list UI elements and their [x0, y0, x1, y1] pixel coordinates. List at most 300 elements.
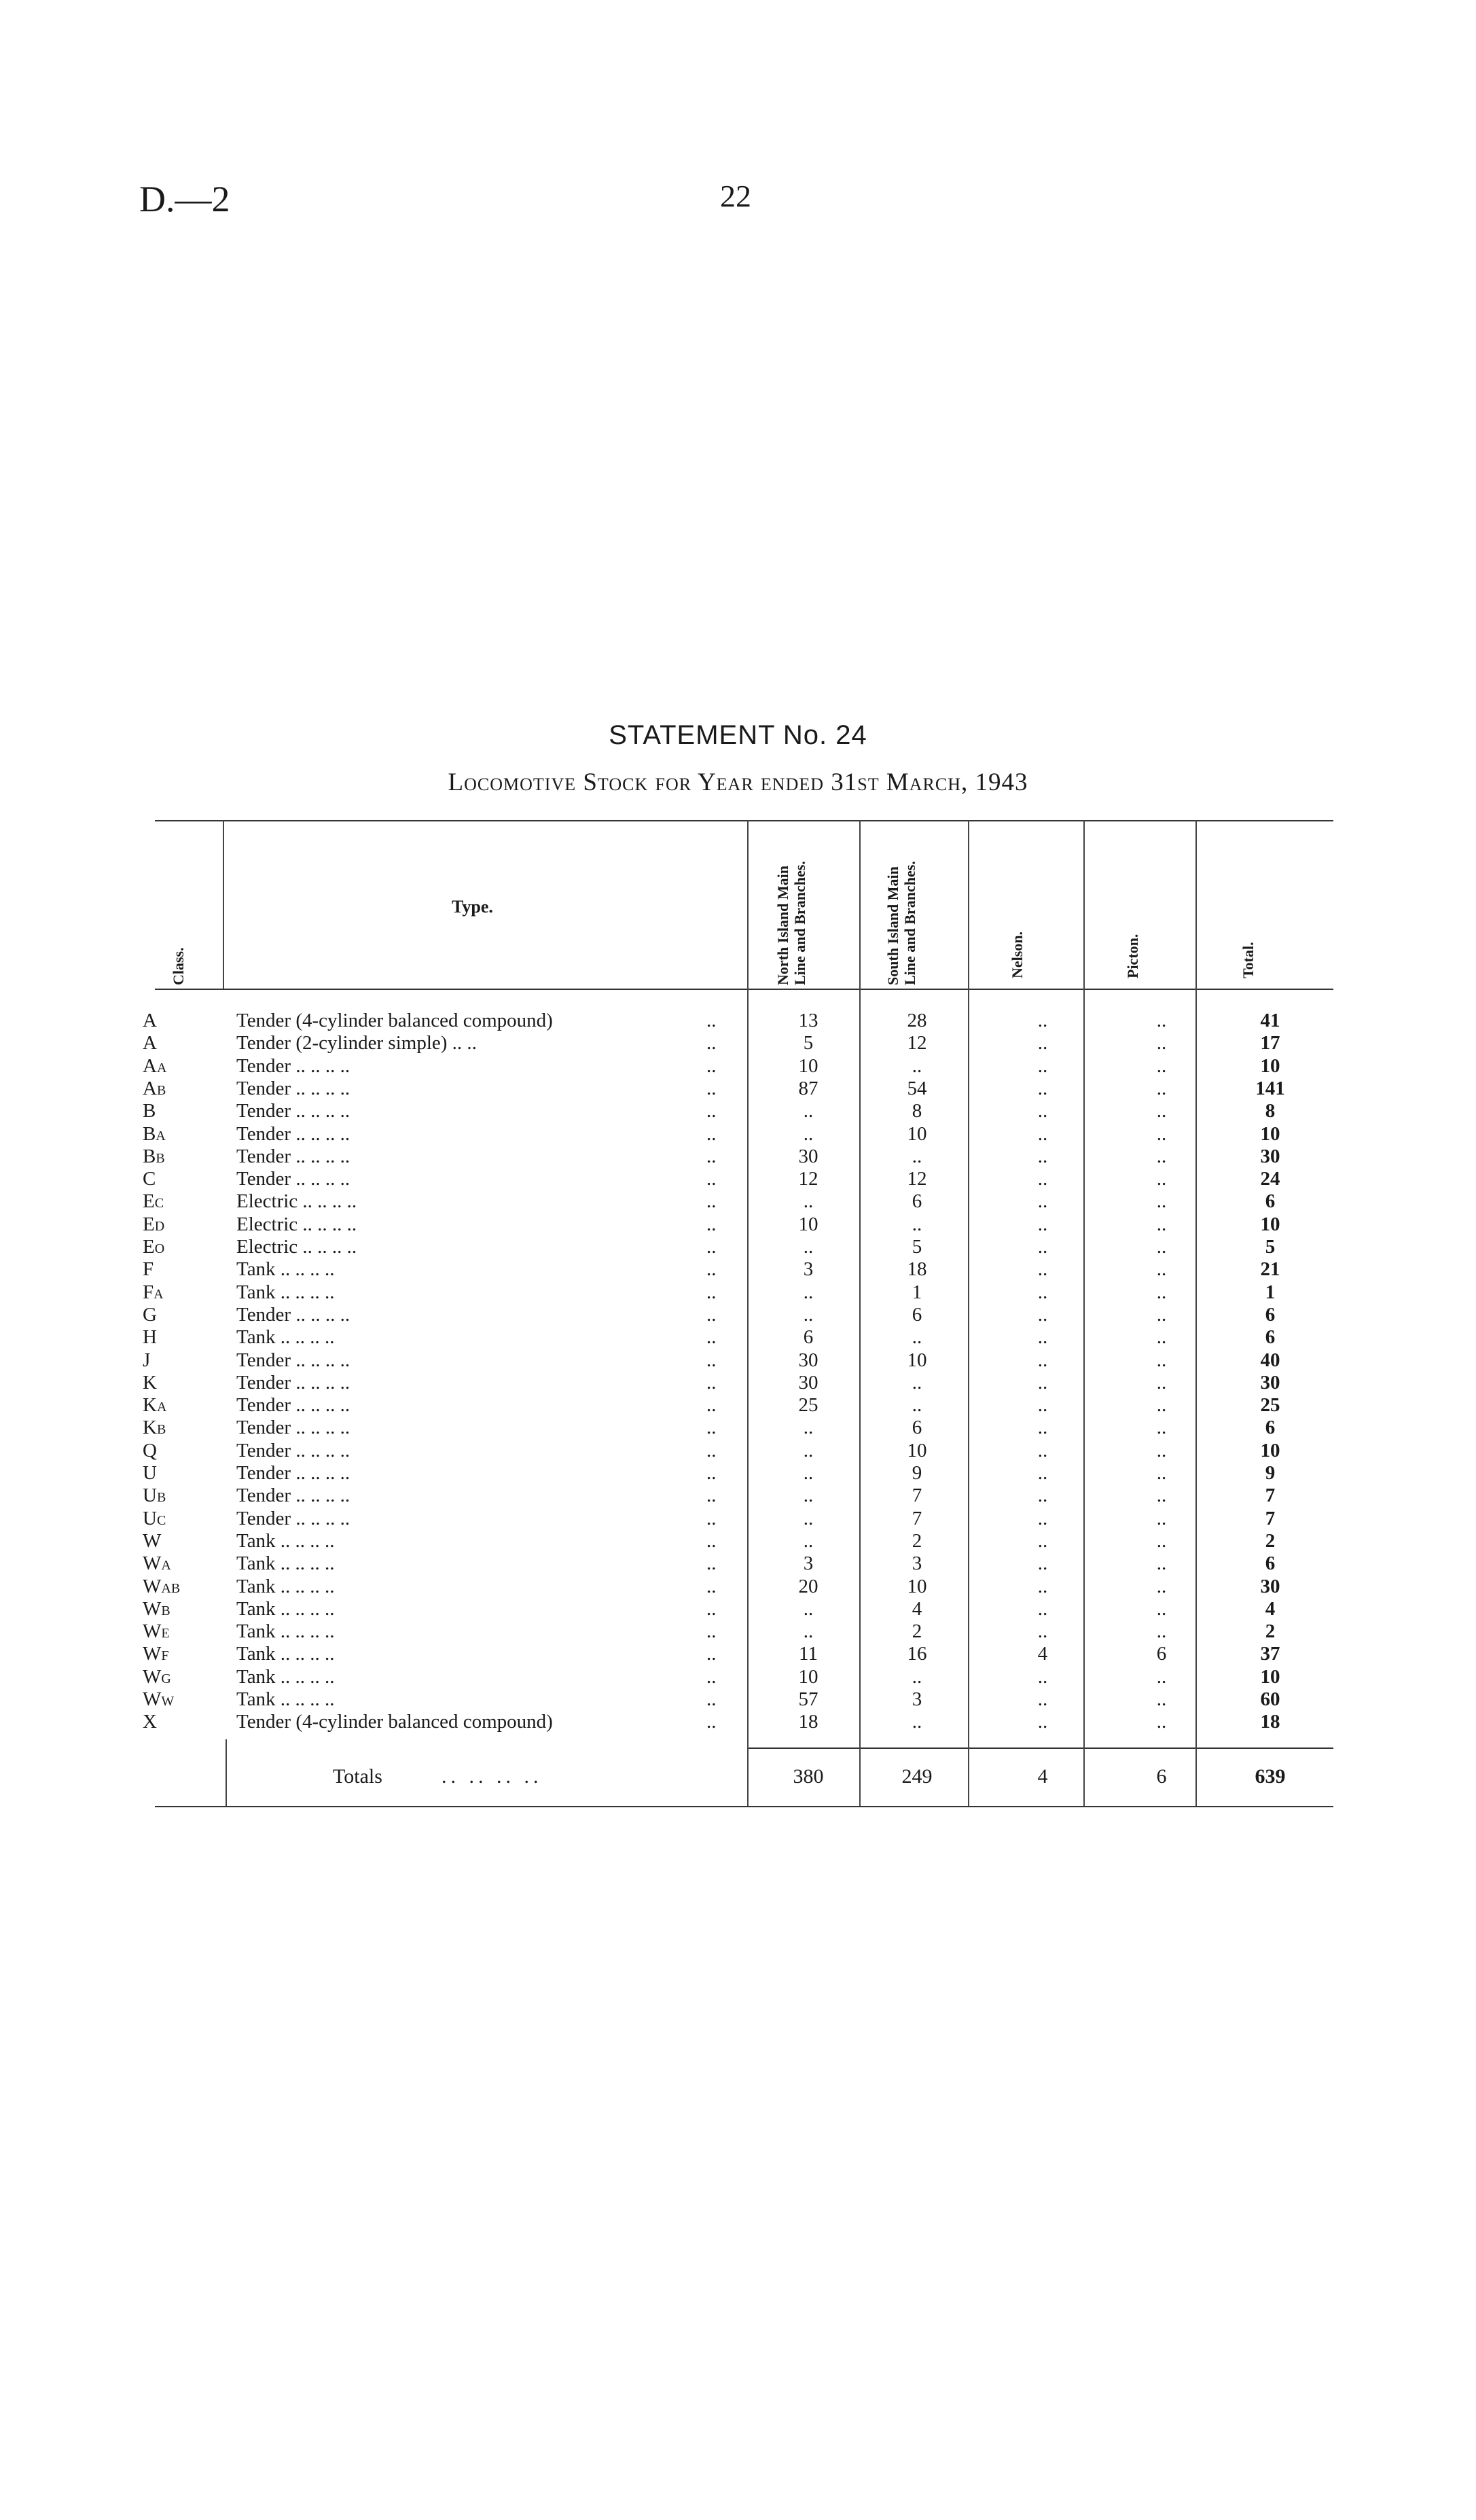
table-row: [0, 1077, 1476, 1100]
class-cell: J: [143, 1349, 151, 1371]
table-row: [0, 1575, 1476, 1598]
total-cell: 6: [1265, 1417, 1276, 1439]
leader-dots: ..: [706, 1190, 717, 1213]
south-island-cell: 2: [912, 1620, 922, 1643]
south-island-cell: 6: [912, 1190, 922, 1213]
table-row: [0, 1009, 1476, 1032]
north-island-cell: ..: [803, 1190, 814, 1213]
nelson-cell: ..: [1037, 1665, 1048, 1688]
type-cell: Tank .. .. .. ..: [236, 1665, 335, 1688]
type-cell: Tender .. .. .. ..: [236, 1303, 350, 1326]
north-island-cell: ..: [803, 1597, 814, 1620]
nelson-cell: ..: [1037, 1190, 1048, 1213]
class-cell: Eo: [143, 1236, 165, 1258]
table-row: [0, 1190, 1476, 1213]
class-cell: A: [143, 1032, 157, 1054]
nelson-cell: ..: [1037, 1010, 1048, 1031]
total-north-island: 380: [793, 1765, 824, 1788]
north-island-cell: ..: [803, 1281, 814, 1303]
north-island-cell: 87: [798, 1077, 818, 1099]
type-cell: Tank .. .. .. ..: [236, 1620, 335, 1643]
picton-cell: ..: [1156, 1122, 1167, 1145]
class-cell: Aa: [143, 1054, 167, 1077]
col-header-nelson: Nelson.: [1009, 931, 1026, 978]
picton-cell: ..: [1156, 1575, 1167, 1597]
leader-dots: ..: [706, 1688, 717, 1710]
nelson-cell: ..: [1037, 1236, 1048, 1258]
table-row: [0, 1552, 1476, 1575]
nelson-cell: ..: [1037, 1507, 1048, 1529]
nelson-cell: ..: [1037, 1620, 1048, 1643]
type-cell: Electric .. .. .. ..: [236, 1213, 357, 1235]
south-island-cell: 6: [912, 1303, 922, 1326]
picton-cell: ..: [1156, 1688, 1167, 1710]
type-cell: Electric .. .. .. ..: [236, 1190, 357, 1213]
leader-dots: ..: [706, 1507, 717, 1529]
picton-cell: ..: [1156, 1529, 1167, 1552]
nelson-cell: ..: [1037, 1597, 1048, 1620]
picton-cell: 6: [1156, 1643, 1167, 1665]
picton-cell: ..: [1156, 1620, 1167, 1643]
leader-dots: ..: [706, 1326, 717, 1349]
total-cell: 30: [1260, 1145, 1280, 1167]
picton-cell: ..: [1156, 1417, 1167, 1439]
total-cell: 9: [1265, 1462, 1276, 1484]
col-header-north-island: [774, 861, 809, 985]
class-cell: Ub: [143, 1485, 166, 1507]
class-cell: Kb: [143, 1417, 166, 1439]
table-row: [0, 1710, 1476, 1733]
nelson-cell: ..: [1037, 1462, 1048, 1484]
picton-cell: ..: [1156, 1462, 1167, 1484]
picton-cell: ..: [1156, 1371, 1167, 1394]
type-cell: Tank .. .. .. ..: [236, 1643, 335, 1665]
north-island-cell: ..: [803, 1236, 814, 1258]
leader-dots: ..: [706, 1213, 717, 1235]
leader-dots: ..: [706, 1665, 717, 1688]
total-cell: 17: [1260, 1032, 1280, 1054]
nelson-cell: ..: [1037, 1303, 1048, 1326]
table-row: [0, 1394, 1476, 1417]
col-header-total: Total.: [1240, 942, 1257, 978]
south-island-cell: ..: [912, 1213, 922, 1235]
class-cell: Ka: [143, 1394, 167, 1417]
south-island-cell: 10: [907, 1349, 927, 1371]
totals-top-rule: [747, 1747, 1333, 1749]
total-cell: 10: [1260, 1213, 1280, 1235]
total-cell: 6: [1265, 1552, 1276, 1575]
leader-dots: ..: [706, 1168, 717, 1190]
table-row: [0, 1122, 1476, 1146]
picton-cell: ..: [1156, 1281, 1167, 1303]
total-cell: 6: [1265, 1303, 1276, 1326]
north-island-cell: 57: [798, 1688, 818, 1710]
col-header-north-line1: North Island Main: [774, 865, 791, 985]
north-island-cell: 13: [798, 1010, 818, 1031]
class-cell: Fa: [143, 1281, 164, 1303]
south-island-cell: 12: [907, 1032, 927, 1054]
north-island-cell: 11: [799, 1643, 818, 1665]
picton-cell: ..: [1156, 1303, 1167, 1326]
leader-dots: ..: [706, 1100, 717, 1122]
type-cell: Tender .. .. .. ..: [236, 1054, 350, 1077]
north-island-cell: 6: [803, 1326, 814, 1349]
type-cell: Tank .. .. .. ..: [236, 1575, 335, 1597]
south-island-cell: 9: [912, 1462, 922, 1484]
leader-dots: ..: [706, 1349, 717, 1371]
picton-cell: ..: [1156, 1349, 1167, 1371]
type-cell: Tender .. .. .. ..: [236, 1349, 350, 1371]
nelson-cell: 4: [1037, 1643, 1048, 1665]
total-cell: 7: [1265, 1507, 1276, 1529]
south-island-cell: 54: [907, 1077, 927, 1099]
south-island-cell: 16: [907, 1643, 927, 1665]
nelson-cell: ..: [1037, 1439, 1048, 1461]
type-cell: Tender (4-cylinder balanced compound): [236, 1711, 553, 1733]
table-row: [0, 1665, 1476, 1688]
class-cell: F: [143, 1258, 154, 1281]
class-cell: Wf: [143, 1643, 169, 1665]
nelson-cell: ..: [1037, 1529, 1048, 1552]
table-row: [0, 1507, 1476, 1530]
south-island-cell: ..: [912, 1054, 922, 1077]
type-cell: Tank .. .. .. ..: [236, 1529, 335, 1552]
table-row: [0, 1054, 1476, 1078]
total-cell: 7: [1265, 1485, 1276, 1507]
picton-cell: ..: [1156, 1077, 1167, 1099]
total-cell: 18: [1260, 1711, 1280, 1733]
total-cell: 1: [1265, 1281, 1276, 1303]
nelson-cell: ..: [1037, 1575, 1048, 1597]
leader-dots: ..: [706, 1032, 717, 1054]
south-island-cell: 7: [912, 1507, 922, 1529]
picton-cell: ..: [1156, 1258, 1167, 1281]
class-cell: Bb: [143, 1145, 165, 1167]
north-island-cell: ..: [803, 1462, 814, 1484]
north-island-cell: 30: [798, 1349, 818, 1371]
class-cell: Wab: [143, 1575, 181, 1597]
total-all: 639: [1255, 1765, 1286, 1788]
picton-cell: ..: [1156, 1552, 1167, 1575]
class-cell: Ec: [143, 1190, 164, 1213]
south-island-cell: 10: [907, 1122, 927, 1145]
type-cell: Tender .. .. .. ..: [236, 1122, 350, 1145]
north-island-cell: 10: [798, 1665, 818, 1688]
class-cell: U: [143, 1462, 157, 1484]
south-island-cell: 18: [907, 1258, 927, 1281]
south-island-cell: 2: [912, 1529, 922, 1552]
nelson-cell: ..: [1037, 1326, 1048, 1349]
north-island-cell: ..: [803, 1122, 814, 1145]
total-cell: 2: [1265, 1620, 1276, 1643]
class-cell: A: [143, 1010, 157, 1031]
leader-dots: ..: [706, 1597, 717, 1620]
south-island-cell: ..: [912, 1394, 922, 1417]
total-cell: 30: [1260, 1575, 1280, 1597]
picton-cell: ..: [1156, 1507, 1167, 1529]
total-cell: 5: [1265, 1236, 1276, 1258]
total-cell: 21: [1260, 1258, 1280, 1281]
nelson-cell: ..: [1037, 1032, 1048, 1054]
leader-dots: ..: [706, 1394, 717, 1417]
header-bottom-rule: [155, 989, 1333, 990]
type-cell: Tender .. .. .. ..: [236, 1394, 350, 1417]
table-top-rule: [155, 820, 1333, 821]
table-row: [0, 1326, 1476, 1349]
statement-title: STATEMENT No. 24: [609, 720, 867, 750]
total-cell: 37: [1260, 1643, 1280, 1665]
north-island-cell: 25: [798, 1394, 818, 1417]
class-cell: X: [143, 1711, 157, 1733]
picton-cell: ..: [1156, 1054, 1167, 1077]
north-island-cell: 10: [798, 1213, 818, 1235]
north-island-cell: 20: [798, 1575, 818, 1597]
leader-dots: ..: [706, 1145, 717, 1167]
nelson-cell: ..: [1037, 1145, 1048, 1167]
type-cell: Tender .. .. .. ..: [236, 1077, 350, 1099]
type-cell: Tank .. .. .. ..: [236, 1688, 335, 1710]
page-number: 22: [720, 179, 751, 213]
picton-cell: ..: [1156, 1032, 1167, 1054]
type-cell: Tank .. .. .. ..: [236, 1258, 335, 1281]
leader-dots: ..: [706, 1281, 717, 1303]
north-island-cell: ..: [803, 1439, 814, 1461]
north-island-cell: ..: [803, 1100, 814, 1122]
type-cell: Tender .. .. .. ..: [236, 1417, 350, 1439]
type-cell: Tank .. .. .. ..: [236, 1281, 335, 1303]
nelson-cell: ..: [1037, 1281, 1048, 1303]
total-cell: 30: [1260, 1371, 1280, 1394]
leader-dots: ..: [706, 1371, 717, 1394]
leader-dots: ..: [706, 1643, 717, 1665]
table-row: [0, 1303, 1476, 1326]
picton-cell: ..: [1156, 1190, 1167, 1213]
table-row: [0, 1349, 1476, 1372]
total-cell: 25: [1260, 1394, 1280, 1417]
col-divider-class-type: [223, 820, 224, 989]
document-reference: D.—2: [139, 179, 230, 219]
north-island-cell: ..: [803, 1529, 814, 1552]
type-cell: Tank .. .. .. ..: [236, 1326, 335, 1349]
col-header-type: Type.: [452, 897, 493, 917]
picton-cell: ..: [1156, 1711, 1167, 1733]
col-header-class: Class.: [170, 947, 187, 985]
table-row: [0, 1281, 1476, 1304]
class-cell: Ab: [143, 1077, 166, 1099]
table-row: [0, 1620, 1476, 1643]
total-cell: 6: [1265, 1190, 1276, 1213]
table-row: [0, 1642, 1476, 1665]
north-island-cell: 30: [798, 1371, 818, 1394]
nelson-cell: ..: [1037, 1122, 1048, 1145]
south-island-cell: ..: [912, 1326, 922, 1349]
totals-leader-dots: .. .. .. ..: [442, 1765, 543, 1788]
total-cell: 24: [1260, 1168, 1280, 1190]
class-cell: Wg: [143, 1665, 171, 1688]
table-row: [0, 1031, 1476, 1054]
table-row: [0, 1258, 1476, 1281]
type-cell: Tender .. .. .. ..: [236, 1371, 350, 1394]
class-cell: We: [143, 1620, 170, 1643]
table-row: [0, 1484, 1476, 1507]
leader-dots: ..: [706, 1054, 717, 1077]
picton-cell: ..: [1156, 1213, 1167, 1235]
picton-cell: ..: [1156, 1010, 1167, 1031]
picton-cell: ..: [1156, 1439, 1167, 1461]
table-row: [0, 1099, 1476, 1122]
class-cell: Wb: [143, 1597, 170, 1620]
south-island-cell: ..: [912, 1371, 922, 1394]
total-cell: 41: [1260, 1010, 1280, 1031]
leader-dots: ..: [706, 1258, 717, 1281]
type-cell: Tender .. .. .. ..: [236, 1507, 350, 1529]
south-island-cell: 6: [912, 1417, 922, 1439]
picton-cell: ..: [1156, 1168, 1167, 1190]
table-row: [0, 1416, 1476, 1439]
type-cell: Tender .. .. .. ..: [236, 1145, 350, 1167]
total-cell: 40: [1260, 1349, 1280, 1371]
total-cell: 4: [1265, 1597, 1276, 1620]
type-cell: Tender .. .. .. ..: [236, 1439, 350, 1461]
table-row: [0, 1371, 1476, 1394]
leader-dots: ..: [706, 1552, 717, 1575]
nelson-cell: ..: [1037, 1711, 1048, 1733]
total-cell: 10: [1260, 1122, 1280, 1145]
north-island-cell: 5: [803, 1032, 814, 1054]
class-cell: B: [143, 1100, 156, 1122]
col-header-picton: Picton.: [1124, 934, 1141, 978]
leader-dots: ..: [706, 1529, 717, 1552]
south-island-cell: 3: [912, 1688, 922, 1710]
statement-subtitle: Locomotive Stock for Year ended 31st March, 1943: [448, 768, 1028, 796]
south-island-cell: 1: [912, 1281, 922, 1303]
nelson-cell: ..: [1037, 1349, 1048, 1371]
south-island-cell: 8: [912, 1100, 922, 1122]
nelson-cell: ..: [1037, 1394, 1048, 1417]
table-row: [0, 1439, 1476, 1462]
class-cell: Uc: [143, 1507, 166, 1529]
type-cell: Tank .. .. .. ..: [236, 1552, 335, 1575]
type-cell: Tender .. .. .. ..: [236, 1485, 350, 1507]
leader-dots: ..: [706, 1439, 717, 1461]
leader-dots: ..: [706, 1711, 717, 1733]
type-cell: Tender (2-cylinder simple) .. ..: [236, 1032, 477, 1054]
north-island-cell: ..: [803, 1303, 814, 1326]
nelson-cell: ..: [1037, 1258, 1048, 1281]
class-cell: C: [143, 1168, 156, 1190]
north-island-cell: 18: [798, 1711, 818, 1733]
north-island-cell: 3: [803, 1258, 814, 1281]
south-island-cell: 4: [912, 1597, 922, 1620]
leader-dots: ..: [706, 1077, 717, 1099]
south-island-cell: 10: [907, 1439, 927, 1461]
class-cell: W: [143, 1529, 162, 1552]
table-row: [0, 1529, 1476, 1552]
leader-dots: ..: [706, 1485, 717, 1507]
total-cell: 10: [1260, 1439, 1280, 1461]
nelson-cell: ..: [1037, 1688, 1048, 1710]
table-row: [0, 1213, 1476, 1236]
type-cell: Tender .. .. .. ..: [236, 1462, 350, 1484]
south-island-cell: 7: [912, 1485, 922, 1507]
nelson-cell: ..: [1037, 1213, 1048, 1235]
north-island-cell: 30: [798, 1145, 818, 1167]
col-header-south-line2: Line and Branches.: [901, 861, 919, 985]
type-cell: Tender .. .. .. ..: [236, 1100, 350, 1122]
total-cell: 6: [1265, 1326, 1276, 1349]
picton-cell: ..: [1156, 1236, 1167, 1258]
nelson-cell: ..: [1037, 1485, 1048, 1507]
leader-dots: ..: [706, 1236, 717, 1258]
type-cell: Tender .. .. .. ..: [236, 1168, 350, 1190]
totals-label: Totals: [333, 1765, 382, 1788]
leader-dots: ..: [706, 1620, 717, 1643]
picton-cell: ..: [1156, 1485, 1167, 1507]
leader-dots: ..: [706, 1010, 717, 1031]
nelson-cell: ..: [1037, 1552, 1048, 1575]
col-header-south-line1: South Island Main: [884, 866, 901, 985]
south-island-cell: 10: [907, 1575, 927, 1597]
north-island-cell: ..: [803, 1417, 814, 1439]
north-island-cell: 10: [798, 1054, 818, 1077]
table-row: [0, 1688, 1476, 1711]
north-island-cell: ..: [803, 1485, 814, 1507]
table-row: [0, 1461, 1476, 1485]
total-cell: 60: [1260, 1688, 1280, 1710]
col-header-north-line2: Line and Branches.: [791, 861, 809, 985]
nelson-cell: ..: [1037, 1168, 1048, 1190]
class-cell: Ba: [143, 1122, 166, 1145]
south-island-cell: ..: [912, 1711, 922, 1733]
leader-dots: ..: [706, 1462, 717, 1484]
picton-cell: ..: [1156, 1145, 1167, 1167]
class-cell: H: [143, 1326, 157, 1349]
total-cell: 10: [1260, 1054, 1280, 1077]
table-bottom-rule: [155, 1806, 1333, 1807]
picton-cell: ..: [1156, 1665, 1167, 1688]
south-island-cell: ..: [912, 1145, 922, 1167]
south-island-cell: 28: [907, 1010, 927, 1031]
leader-dots: ..: [706, 1575, 717, 1597]
table-row: [0, 1167, 1476, 1190]
type-cell: Electric .. .. .. ..: [236, 1236, 357, 1258]
class-cell: G: [143, 1303, 157, 1326]
total-picton: 6: [1156, 1765, 1167, 1788]
south-island-cell: 12: [907, 1168, 927, 1190]
south-island-cell: ..: [912, 1665, 922, 1688]
nelson-cell: ..: [1037, 1417, 1048, 1439]
table-row: [0, 1145, 1476, 1168]
type-cell: Tender (4-cylinder balanced compound): [236, 1010, 553, 1031]
north-island-cell: ..: [803, 1507, 814, 1529]
picton-cell: ..: [1156, 1394, 1167, 1417]
table-row: [0, 1235, 1476, 1258]
total-nelson: 4: [1037, 1765, 1048, 1788]
type-cell: Tank .. .. .. ..: [236, 1597, 335, 1620]
leader-dots: ..: [706, 1303, 717, 1326]
class-cell: Ed: [143, 1213, 165, 1235]
class-cell: K: [143, 1371, 157, 1394]
class-cell: Wa: [143, 1552, 171, 1575]
south-island-cell: 3: [912, 1552, 922, 1575]
picton-cell: ..: [1156, 1326, 1167, 1349]
total-cell: 8: [1265, 1100, 1276, 1122]
total-cell: 10: [1260, 1665, 1280, 1688]
table-row: [0, 1597, 1476, 1620]
nelson-cell: ..: [1037, 1100, 1048, 1122]
nelson-cell: ..: [1037, 1371, 1048, 1394]
col-divider-class-type-lower: [226, 1739, 227, 1806]
